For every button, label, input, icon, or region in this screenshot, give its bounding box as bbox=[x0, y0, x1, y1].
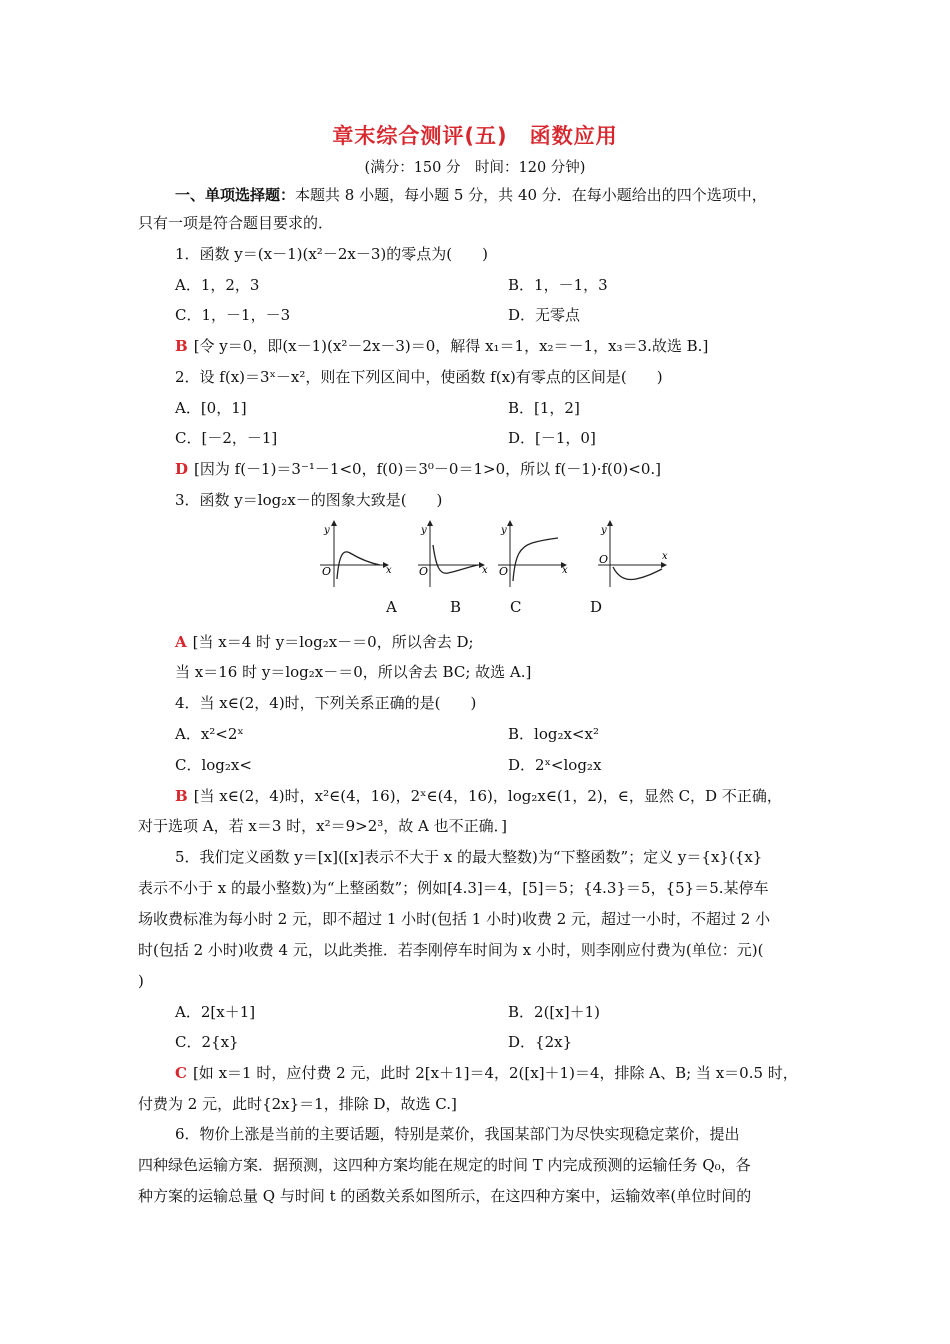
q5-option-a: A．2[x＋1] bbox=[175, 1003, 256, 1021]
section-heading: 一、单项选择题： bbox=[175, 186, 296, 204]
q2-explanation: [因为 f(－1)＝3⁻¹－1<0，f(0)＝3⁰－0＝1>0，所以 f(－1)·f(0)<0.] bbox=[194, 460, 661, 478]
exam-info: (满分：150 分 时间：120 分钟) bbox=[364, 160, 586, 176]
q4-explanation-1: [当 x∈(2，4)时，x²∈(4，16)，2ˣ∈(4，16)，log₂x∈(1，2)，∈，显然 C，D 不正确， bbox=[193, 787, 782, 805]
q4-stem: 4．当 x∈(2，4)时，下列关系正确的是( ) bbox=[175, 694, 477, 712]
q1-option-d: D．无零点 bbox=[508, 306, 581, 324]
q2-option-d: D．[－1，0] bbox=[508, 429, 596, 447]
q4-option-c: C．log₂x< bbox=[175, 756, 252, 774]
q1-option-c: C．1，－1，－3 bbox=[175, 306, 291, 324]
q4-explanation-2: 对于选项 A，若 x＝3 时，x²＝9>2³，故 A 也不正确．] bbox=[138, 817, 508, 835]
graph-a-y-label: y bbox=[324, 525, 330, 536]
q3-answer: A bbox=[175, 633, 187, 651]
graph-c bbox=[498, 521, 566, 587]
q4-solution bbox=[175, 786, 782, 806]
q5-stem-2: 表示不小于 x 的最小整数)为“上整函数”；例如[4.3]＝4，[5]＝5；{4.3}＝5，{5}＝5.某停车 bbox=[138, 879, 769, 897]
graph-b-label: B bbox=[450, 598, 462, 616]
graph-c-origin: O bbox=[499, 565, 509, 578]
graph-c-label: C bbox=[510, 598, 522, 616]
q5-explanation-1: [如 x＝1 时，应付费 2 元，此时 2[x＋1]＝4，2([x]＋1)＝4，排除 A、B; 当 x＝0.5 时， bbox=[192, 1064, 798, 1082]
q5-stem-3: 场收费标准为每小时 2 元，即不超过 1 小时(包括 1 小时)收费 2 元，超过一小时，不超过 2 小 bbox=[138, 910, 771, 928]
q5-stem-4: 时(包括 2 小时)收费 4 元，以此类推．若李刚停车时间为 x 小时，则李刚应付费为(单位：元)( bbox=[138, 941, 764, 959]
q5-option-c: C．2{x} bbox=[175, 1033, 239, 1051]
q5-stem-5: ) bbox=[138, 972, 144, 990]
q6-stem-1: 6．物价上涨是当前的主要话题，特别是菜价，我国某部门为尽快实现稳定菜价，提出 bbox=[175, 1125, 740, 1143]
graph-b-x-label: x bbox=[482, 565, 488, 576]
q2-solution bbox=[175, 459, 661, 479]
q2-option-c: C．[－2，－1] bbox=[175, 429, 278, 447]
q6-stem-2: 四种绿色运输方案．据预测，这四种方案均能在规定的时间 T 内完成预测的运输任务 Q₀，各 bbox=[138, 1156, 751, 1174]
graph-d bbox=[598, 521, 666, 587]
graph-a-x-label: x bbox=[386, 565, 392, 576]
section-text-cont: 只有一项是符合题目要求的． bbox=[138, 214, 334, 232]
q1-stem: 1．函数 y＝(x－1)(x²－2x－3)的零点为( ) bbox=[175, 245, 488, 263]
q5-answer: C bbox=[175, 1064, 187, 1082]
q5-solution bbox=[175, 1063, 798, 1083]
q1-solution bbox=[175, 336, 708, 356]
q1-explanation: [令 y＝0，即(x－1)(x²－2x－3)＝0，解得 x₁＝1，x₂＝－1，x₃＝3.故选 B.] bbox=[193, 337, 709, 355]
q5-explanation-2: 付费为 2 元，此时{2x}＝1，排除 D，故选 C.] bbox=[138, 1095, 457, 1113]
q2-option-a: A．[0，1] bbox=[175, 399, 247, 417]
graph-c-x-label: x bbox=[562, 565, 568, 576]
q3-stem: 3．函数 y＝log₂x－的图象大致是( ) bbox=[175, 491, 443, 509]
q5-option-b: B．2([x]＋1) bbox=[508, 1003, 600, 1021]
q4-option-a: A．x²<2ˣ bbox=[175, 725, 244, 743]
q4-option-b: B．log₂x<x² bbox=[508, 725, 599, 743]
graph-d-label: D bbox=[590, 598, 603, 616]
q3-explanation-1: [当 x＝4 时 y＝log₂x－＝0，所以舍去 D; bbox=[192, 633, 474, 651]
q2-answer: D bbox=[175, 460, 189, 478]
q3-graph-options bbox=[300, 515, 680, 595]
q3-solution bbox=[175, 632, 474, 652]
q2-option-b: B．[1，2] bbox=[508, 399, 580, 417]
graph-a-label: A bbox=[386, 598, 397, 616]
q1-answer: B bbox=[175, 337, 188, 355]
graph-a-origin: O bbox=[322, 565, 332, 578]
graph-c-y-label: y bbox=[501, 525, 507, 536]
q1-option-b: B．1，－1，3 bbox=[508, 276, 608, 294]
graph-d-y-label: y bbox=[601, 525, 607, 536]
page-title: 章末综合测评(五) 函数应用 bbox=[332, 124, 618, 148]
graph-d-origin: O bbox=[599, 553, 609, 566]
section-text: 本题共 8 小题，每小题 5 分，共 40 分．在每小题给出的四个选项中， bbox=[295, 186, 767, 204]
graph-b-origin: O bbox=[419, 565, 429, 578]
q4-answer: B bbox=[175, 787, 188, 805]
graph-b-y-label: y bbox=[421, 525, 427, 536]
q6-stem-3: 种方案的运输总量 Q 与时间 t 的函数关系如图所示，在这四种方案中，运输效率(单位时间的 bbox=[138, 1187, 752, 1205]
q2-stem: 2．设 f(x)＝3ˣ－x²，则在下列区间中，使函数 f(x)有零点的区间是( ) bbox=[175, 368, 663, 386]
graph-d-x-label: x bbox=[662, 551, 668, 562]
q5-stem-1: 5．我们定义函数 y＝[x]([x]表示不大于 x 的最大整数)为“下整函数”；定义 y＝{x}({x} bbox=[175, 848, 763, 866]
q3-graphs-svg bbox=[300, 515, 680, 595]
q3-explanation-2: 当 x＝16 时 y＝log₂x－＝0，所以舍去 BC; 故选 A.] bbox=[175, 663, 532, 681]
section-instruction bbox=[175, 185, 767, 205]
q4-option-d: D．2ˣ<log₂x bbox=[508, 756, 602, 774]
q1-option-a: A．1，2，3 bbox=[175, 276, 260, 294]
q5-option-d: D．{2x} bbox=[508, 1033, 573, 1051]
